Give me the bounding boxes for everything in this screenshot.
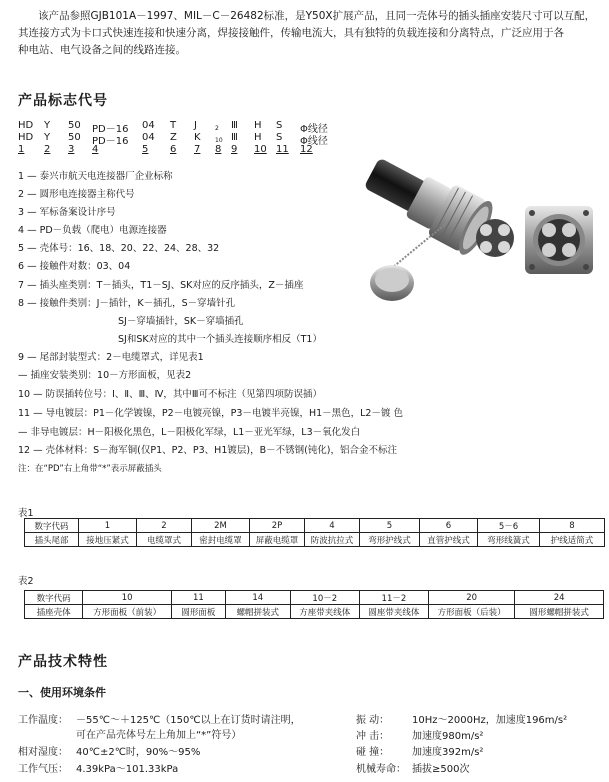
section-title-env: 一、使用环境条件 (18, 686, 106, 699)
bump-value: 加速度392m/s² (412, 747, 484, 758)
code-cell: S (276, 120, 283, 131)
code-cell: 12 (300, 144, 313, 155)
legend-item: 注：在“PD”右上角带“*”表示屏蔽插头 (18, 464, 162, 474)
legend-item: 6 — 接触件对数：03、04 (18, 261, 131, 272)
code-cell: 04 (142, 132, 155, 143)
bump-label: 碰 撞： (356, 747, 390, 758)
table-cell: 插座壳体 (25, 605, 83, 619)
connector-photo (362, 148, 607, 303)
table-cell: 6 (420, 519, 478, 533)
code-cell: 11 (276, 144, 289, 155)
pressure-value: 4.39kPa～101.33kPa (76, 764, 179, 775)
table-cell: 4 (305, 519, 360, 533)
table-cell: 防波抗拉式 (305, 533, 360, 547)
table-cell: 弯形护线式 (360, 533, 420, 547)
table2-header-row (25, 591, 604, 605)
section-title-tech: 产品技术特性 (18, 654, 108, 670)
code-cell: 6 (170, 144, 177, 155)
code-cell: 10 (215, 137, 223, 144)
code-cell: 9 (231, 144, 238, 155)
table1-header-row (25, 519, 605, 533)
code-cell: H (254, 120, 262, 131)
shock-value: 加速度980m/s² (412, 731, 484, 742)
table-cell: 插头尾部 (25, 533, 79, 547)
code-cell: 4 (92, 144, 99, 155)
table-cell: 屏蔽电缆罩 (250, 533, 305, 547)
legend-item: 5 — 壳体号：16、18、20、22、24、28、32 (18, 243, 220, 254)
table2 (24, 590, 604, 619)
table-cell: 方形面板（前装） (83, 605, 172, 619)
code-cell: 2 (215, 125, 219, 132)
table-cell: 圆座带夹线体 (359, 605, 428, 619)
table-cell: 10 (83, 591, 172, 605)
legend-item: SJ－穿墙插针，SK－穿墙插孔 (118, 316, 244, 327)
table1-caption: 表1 (18, 508, 34, 519)
legend-item: 11 — 导电镀层：P1－化学镀镍，P2－电镀亮镍，P3－电镀半亮镍，H1－黑色，L2－镀 色 (18, 408, 403, 419)
table-cell: 方座带夹线体 (290, 605, 359, 619)
legend-item: 9 — 尾部封装型式：2－电缆罩式，详见表1 (18, 352, 204, 363)
table-cell: 圆形面板 (171, 605, 225, 619)
code-cell: 50 (68, 132, 81, 143)
code-cell: Ⅲ (231, 120, 238, 131)
table-cell: 8 (540, 519, 605, 533)
legend-item: 7 — 插头座类别：T－插头，T1－SJ、SK对应的反序插头，Z－插座 (18, 280, 304, 291)
humidity-value: 40℃±2℃时，90%～95% (76, 747, 201, 758)
humidity-label: 相对湿度： (18, 747, 68, 758)
table-cell: 数字代码 (25, 591, 83, 605)
code-cell: Φ线径 (300, 124, 328, 135)
legend-item: 8 — 接触件类别：J－插针，K－插孔，S－穿墙针孔 (18, 298, 236, 309)
table-cell: 2P (250, 519, 305, 533)
table-cell: 1 (79, 519, 137, 533)
legend-item: 4 — PD－负载（爬电）电源连接器 (18, 225, 167, 236)
table-cell: 5 (360, 519, 420, 533)
table-cell: 接地压紧式 (79, 533, 137, 547)
code-cell: 10 (254, 144, 267, 155)
table-cell: 14 (225, 591, 290, 605)
code-cell: 04 (142, 120, 155, 131)
table-cell: 2M (192, 519, 250, 533)
code-cell: Φ线径 (300, 136, 328, 147)
code-cell: 2 (44, 144, 51, 155)
code-cell: Ⅲ (231, 132, 238, 143)
code-cell: Z (170, 132, 177, 143)
code-cell: Y (44, 120, 51, 131)
table2-caption: 表2 (18, 576, 34, 587)
table-cell: 圆形螺帽拼装式 (515, 605, 604, 619)
legend-item: — 插座安装类别：10－方形面板，见表2 (18, 370, 192, 381)
table-cell: 5－6 (478, 519, 540, 533)
section-title-code: 产品标志代号 (18, 93, 108, 109)
table1 (24, 518, 605, 547)
legend-item: 2 — 圆形电连接器主称代号 (18, 189, 135, 200)
table-cell: 螺帽拼装式 (225, 605, 290, 619)
intro-line-3: 种电站、电气设备之间的线路连接。 (18, 44, 186, 56)
intro-line-2: 其连接方式为卡口式快速连接和快速分离，焊接接触件，传输电流大，具有独特的负载连接和分离特点，广泛应用于各 (18, 27, 564, 39)
code-cell: T (170, 120, 177, 131)
code-cell: 1 (18, 144, 25, 155)
table-cell: 密封电缆罩 (192, 533, 250, 547)
code-cell: HD (18, 132, 34, 143)
pressure-label: 工作气压： (18, 764, 68, 775)
legend-item: 3 — 军标备案设计序号 (18, 207, 116, 218)
table-cell: 电缆罩式 (137, 533, 192, 547)
code-cell: HD (18, 120, 34, 131)
code-cell: J (194, 120, 197, 131)
table-cell: 11－2 (359, 591, 428, 605)
table-cell: 10－2 (290, 591, 359, 605)
code-cell: PD－16 (92, 136, 129, 147)
table-cell: 数字代码 (25, 519, 79, 533)
table-cell: 方形面板（后装） (428, 605, 514, 619)
table-cell: 24 (515, 591, 604, 605)
code-cell: K (194, 132, 201, 143)
vibration-value: 10Hz～2000Hz，加速度196m/s² (412, 715, 568, 726)
legend-item: 10 — 防误插转位号：Ⅰ、Ⅱ、Ⅲ、Ⅳ，其中Ⅲ可不标注（见第四项防误插） (18, 389, 322, 400)
legend-item: 12 — 壳体材料：S－海军铜(仅P1、P2、P3、H1镀层)，B－不锈钢(钝化)，铝合金不标注 (18, 445, 398, 456)
code-cell: Y (44, 132, 51, 143)
table-cell: 11 (171, 591, 225, 605)
legend-item: SJ和SK对应的其中一个插头连接顺序相反（T1） (118, 334, 322, 345)
table2-data-row (25, 605, 604, 619)
temp-value-note: 可在产品壳体号左上角加上“*”符号） (76, 730, 242, 741)
life-value: 插拔≥500次 (412, 764, 470, 775)
shock-label: 冲 击： (356, 731, 390, 742)
code-cell: 7 (194, 144, 201, 155)
code-cell: S (276, 132, 283, 143)
table1-data-row (25, 533, 605, 547)
table-cell: 直管护线式 (420, 533, 478, 547)
temp-value: －55℃～＋125℃（150℃以上在订货时请注明， (76, 715, 301, 726)
code-cell: 5 (142, 144, 149, 155)
code-cell: 3 (68, 144, 75, 155)
legend-item: — 非导电镀层：H－阳极化黑色，L－阳极化军绿，L1－亚光军绿，L3－氧化发白 (18, 427, 361, 438)
temp-label: 工作温度： (18, 715, 68, 726)
table-cell: 20 (428, 591, 514, 605)
legend-item: 1 — 泰兴市航天电连接器厂企业标称 (18, 171, 173, 182)
life-label: 机械寿命： (356, 764, 406, 775)
vibration-label: 振 动： (356, 715, 390, 726)
table-cell: 2 (137, 519, 192, 533)
table-cell: 护线适简式 (540, 533, 605, 547)
table-cell: 弯形线簧式 (478, 533, 540, 547)
intro-paragraph (18, 8, 603, 59)
code-cell: 50 (68, 120, 81, 131)
code-cell: PD－16 (92, 124, 129, 135)
code-cell: H (254, 132, 262, 143)
code-cell: 8 (215, 144, 222, 155)
intro-line-1: 该产品参照GJB101A－1997、MIL－C－26482标准，是Y50X扩展产品，且同一壳体号的插头插座安装尺寸可以互配， (38, 10, 596, 22)
